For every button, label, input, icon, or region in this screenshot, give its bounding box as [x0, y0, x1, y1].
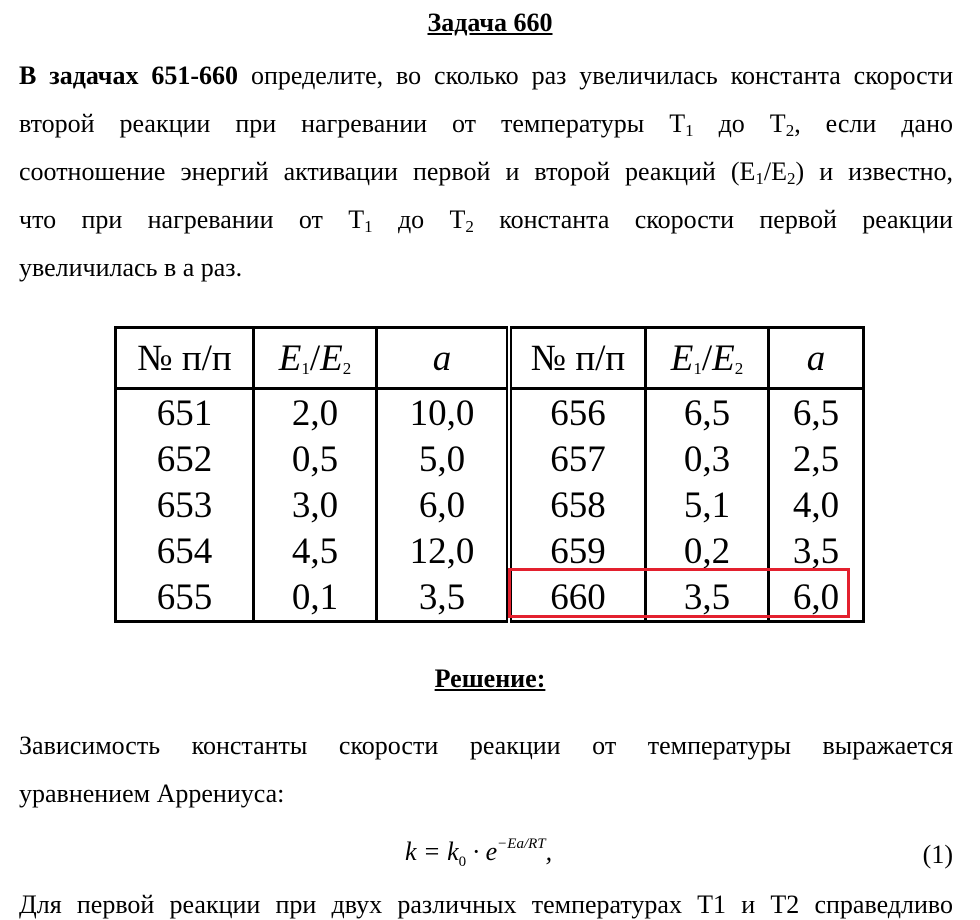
table-row	[116, 389, 864, 437]
statement-line-3: соотношение энергий активации первой и второй реакций $(E_1/E_2)$ и известно,	[19, 157, 953, 188]
table-row	[116, 482, 864, 528]
cell-ratio-2: 0,2	[646, 528, 769, 574]
cell-num-2: 657	[509, 436, 646, 482]
solution-line-2: уравнением Аррениуса:	[19, 779, 285, 808]
cell-a-2: 3,5	[792, 530, 840, 572]
data-table	[114, 326, 865, 623]
cell-num-1: 653	[116, 482, 254, 528]
cell-num-2: 659	[509, 528, 646, 574]
cell-ratio-2: 6,5	[646, 389, 769, 437]
cell-a-2: 2,5	[792, 438, 840, 480]
header-a-1: a	[377, 328, 510, 389]
cell-ratio-2: 5,1	[646, 482, 769, 528]
arrhenius-formula: $k = k_0 \cdot e^{-Ea/RT}$,	[405, 836, 553, 870]
cell-a-2: 4,0	[792, 484, 840, 526]
solution-text	[19, 722, 953, 818]
cell-a-1: 6,0	[377, 482, 510, 528]
table-row	[116, 436, 864, 482]
cell-num-2: 656	[509, 389, 646, 437]
statement-line-5: увеличилась в a раз.	[19, 253, 243, 282]
statement-line-2: второй реакции при нагревании от температуры $T_1$ до $T_2$, если дано	[19, 109, 953, 140]
header-num-2: № п/п	[509, 328, 646, 389]
cell-num-1: 654	[116, 528, 254, 574]
cell-num-1: 652	[116, 436, 254, 482]
cell-a-1: 12,0	[377, 528, 510, 574]
header-num-1: № п/п	[116, 328, 254, 389]
cell-ratio-1: 4,5	[254, 528, 377, 574]
cell-a-1: 5,0	[377, 436, 510, 482]
cell-ratio-1: 3,0	[254, 482, 377, 528]
statement-line-4: что при нагревании от $T_1$ до $T_2$ константа скорости первой реакции	[19, 205, 953, 236]
header-ratio-2: $E_1/E_2$	[646, 328, 769, 389]
cell-a-2: 6,0	[792, 576, 840, 618]
cell-ratio-1: 0,5	[254, 436, 377, 482]
cell-ratio-1: 0,1	[254, 574, 377, 622]
data-table-wrapper	[114, 326, 865, 623]
problem-title: Задача 660	[427, 8, 553, 37]
cell-ratio-1: 2,0	[254, 389, 377, 437]
header-ratio-1: $E_1/E_2$	[254, 328, 377, 389]
table-row	[116, 528, 864, 574]
problem-statement	[19, 52, 953, 292]
cell-num-2: 658	[509, 482, 646, 528]
table-header-row	[116, 328, 864, 389]
solution-title: Решение:	[434, 664, 546, 693]
equation-number: (1)	[922, 840, 953, 869]
cell-a-2: 6,5	[792, 392, 840, 434]
solution-line-1: Зависимость константы скорости реакции от температуры выражается	[19, 731, 953, 760]
cell-a-1: 10,0	[377, 389, 510, 437]
cell-num-2: 660	[509, 574, 646, 622]
solution-line-3: Для первой реакции при двух различных температурах T1 и T2 справедливо	[19, 890, 953, 919]
cell-num-1: 655	[116, 574, 254, 622]
statement-line-1: В задачах 651-660 определите, во сколько раз увеличилась константа скорости	[19, 61, 954, 90]
cell-ratio-2: 0,3	[646, 436, 769, 482]
cell-ratio-2: 3,5	[646, 574, 769, 622]
bold-lead: В задачах 651-660	[19, 61, 239, 90]
cell-num-1: 651	[116, 389, 254, 437]
header-a-2: a	[769, 328, 864, 389]
cell-a-1: 3,5	[377, 574, 510, 622]
table-row	[116, 574, 864, 622]
